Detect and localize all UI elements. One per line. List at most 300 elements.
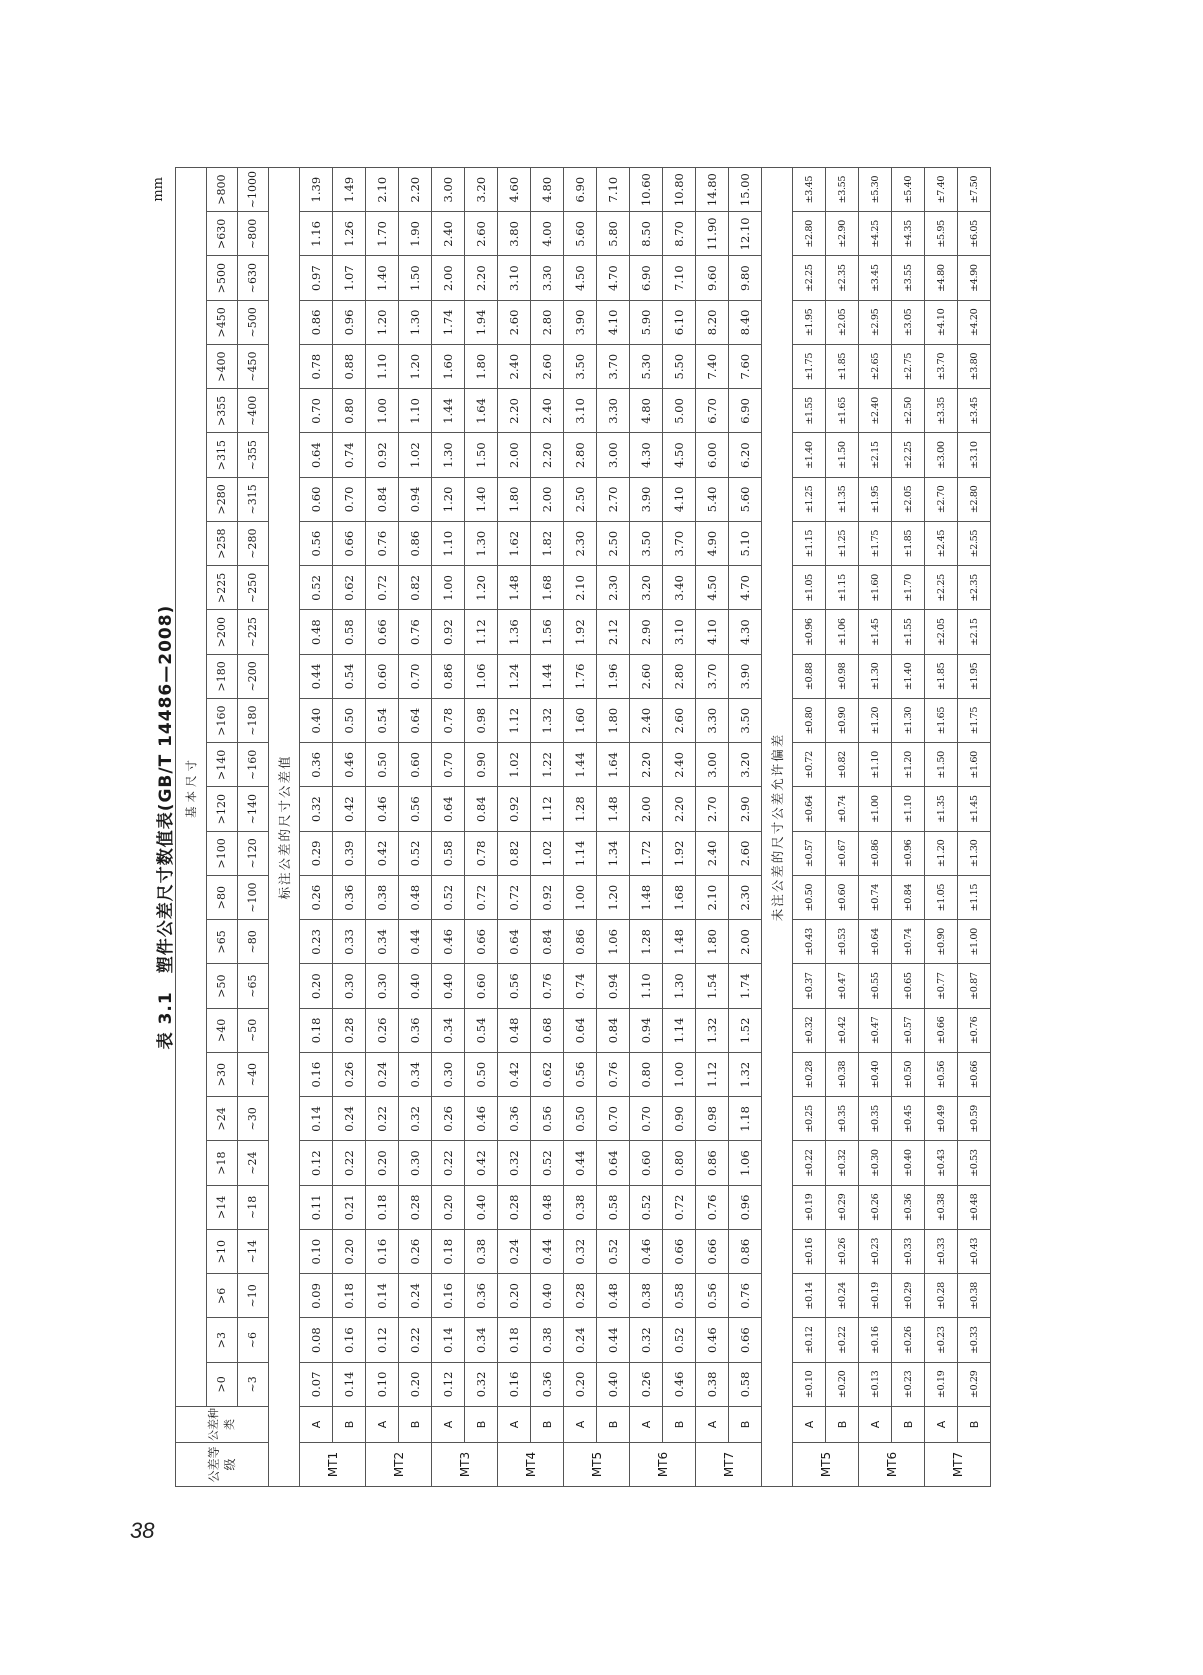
value-cell: 5.40 (696, 477, 729, 521)
value-cell: ±0.14 (793, 1274, 826, 1318)
value-cell: 0.16 (432, 1274, 465, 1318)
value-cell: ±0.28 (793, 1053, 826, 1097)
value-cell: ±3.70 (925, 345, 958, 389)
value-cell: 0.42 (498, 1053, 531, 1097)
value-cell: 0.72 (663, 1185, 696, 1229)
type-cell: A (432, 1407, 465, 1443)
value-cell: 0.40 (597, 1362, 630, 1406)
range-lower-bound: >24 (207, 1097, 238, 1141)
value-cell: 2.40 (432, 212, 465, 256)
value-cell: 0.40 (531, 1274, 564, 1318)
value-cell: 0.20 (366, 1141, 399, 1185)
value-cell: 0.86 (696, 1141, 729, 1185)
value-cell: 2.20 (465, 256, 498, 300)
value-cell: ±0.77 (925, 964, 958, 1008)
range-lower-bound: >40 (207, 1008, 238, 1052)
value-cell: 0.22 (333, 1141, 366, 1185)
value-cell: 4.10 (597, 300, 630, 344)
type-cell: A (793, 1407, 826, 1443)
value-cell: ±0.32 (793, 1008, 826, 1052)
value-cell: 1.70 (366, 212, 399, 256)
value-cell: ±0.47 (826, 964, 859, 1008)
value-cell: 8.70 (663, 212, 696, 256)
range-lower-bound: >65 (207, 920, 238, 964)
range-lower-bound: >280 (207, 477, 238, 521)
range-lower-bound: >10 (207, 1230, 238, 1274)
range-upper-bound: ~40 (238, 1053, 269, 1097)
value-cell: 4.90 (696, 522, 729, 566)
grade-cell: MT5 (564, 1443, 630, 1487)
value-cell: 1.07 (333, 256, 366, 300)
value-cell: 2.90 (630, 610, 663, 654)
value-cell: 1.60 (564, 699, 597, 743)
value-cell: 0.64 (432, 787, 465, 831)
value-cell: 4.60 (498, 168, 531, 212)
value-cell: 0.68 (531, 1008, 564, 1052)
value-cell: 0.96 (333, 300, 366, 344)
value-cell: 4.30 (729, 610, 762, 654)
value-cell: ±2.15 (859, 433, 892, 477)
value-cell: 1.44 (531, 654, 564, 698)
table-row (498, 168, 531, 1487)
value-cell: 8.50 (630, 212, 663, 256)
value-cell: 1.30 (465, 522, 498, 566)
value-cell: 0.22 (432, 1141, 465, 1185)
value-cell: 8.40 (729, 300, 762, 344)
value-cell: 2.00 (432, 256, 465, 300)
value-cell: ±4.10 (925, 300, 958, 344)
value-cell: ±0.55 (859, 964, 892, 1008)
value-cell: 6.90 (564, 168, 597, 212)
value-cell: 1.02 (498, 743, 531, 787)
value-cell: 2.50 (597, 522, 630, 566)
value-cell: ±0.43 (793, 920, 826, 964)
type-cell: B (399, 1407, 432, 1443)
value-cell: ±0.43 (958, 1230, 991, 1274)
value-cell: 0.34 (432, 1008, 465, 1052)
value-cell: 1.30 (399, 300, 432, 344)
range-lower-bound: >140 (207, 743, 238, 787)
value-cell: 0.54 (366, 699, 399, 743)
value-cell: 0.34 (366, 920, 399, 964)
value-cell: ±5.40 (892, 168, 925, 212)
value-cell: 1.00 (366, 389, 399, 433)
type-cell: B (663, 1407, 696, 1443)
value-cell: 0.52 (597, 1230, 630, 1274)
range-lower-bound: >6 (207, 1274, 238, 1318)
value-cell: 0.44 (300, 654, 333, 698)
range-upper-row (238, 168, 269, 1487)
value-cell: 0.52 (663, 1318, 696, 1362)
value-cell: 0.56 (399, 787, 432, 831)
value-cell: 0.60 (300, 477, 333, 521)
value-cell: 0.72 (465, 876, 498, 920)
value-cell: ±2.35 (958, 566, 991, 610)
value-cell: ±7.40 (925, 168, 958, 212)
value-cell: 0.46 (630, 1230, 663, 1274)
value-cell: ±3.05 (892, 300, 925, 344)
value-cell: 0.48 (498, 1008, 531, 1052)
range-lower-bound: >258 (207, 522, 238, 566)
value-cell: 0.30 (399, 1141, 432, 1185)
value-cell: 0.58 (333, 610, 366, 654)
value-cell: 1.48 (597, 787, 630, 831)
value-cell: 2.12 (597, 610, 630, 654)
value-cell: 1.12 (465, 610, 498, 654)
value-cell: 0.32 (465, 1362, 498, 1406)
value-cell: 0.62 (333, 566, 366, 610)
value-cell: 0.39 (333, 831, 366, 875)
grade-cell: MT7 (696, 1443, 762, 1487)
type-cell: B (826, 1407, 859, 1443)
value-cell: ±6.05 (958, 212, 991, 256)
value-cell: 0.36 (399, 1008, 432, 1052)
value-cell: 1.24 (498, 654, 531, 698)
value-cell: ±1.70 (892, 566, 925, 610)
value-cell: 0.66 (333, 522, 366, 566)
range-lower-bound: >225 (207, 566, 238, 610)
value-cell: ±1.85 (925, 654, 958, 698)
value-cell: 1.10 (366, 345, 399, 389)
value-cell: 2.40 (696, 831, 729, 875)
value-cell: ±0.25 (793, 1097, 826, 1141)
value-cell: 1.10 (399, 389, 432, 433)
value-cell: ±0.26 (892, 1318, 925, 1362)
value-cell: 0.86 (399, 522, 432, 566)
value-cell: 1.48 (498, 566, 531, 610)
value-cell: ±2.65 (859, 345, 892, 389)
table-row (925, 168, 958, 1487)
value-cell: 0.80 (630, 1053, 663, 1097)
value-cell: 0.78 (465, 831, 498, 875)
value-cell: 0.52 (630, 1185, 663, 1229)
value-cell: 0.18 (432, 1230, 465, 1274)
value-cell: 3.30 (531, 256, 564, 300)
value-cell: 0.86 (432, 654, 465, 698)
range-lower-bound: >800 (207, 168, 238, 212)
value-cell: ±2.55 (958, 522, 991, 566)
value-cell: ±2.05 (892, 477, 925, 521)
value-cell: 0.12 (432, 1362, 465, 1406)
value-cell: 0.72 (366, 566, 399, 610)
value-cell: 0.38 (564, 1185, 597, 1229)
range-upper-bound: ~3 (238, 1362, 269, 1406)
value-cell: 3.90 (729, 654, 762, 698)
value-cell: ±0.26 (826, 1230, 859, 1274)
value-cell: 0.78 (432, 699, 465, 743)
range-upper-bound: ~180 (238, 699, 269, 743)
value-cell: 0.18 (300, 1008, 333, 1052)
range-upper-bound: ~200 (238, 654, 269, 698)
value-cell: ±0.32 (826, 1141, 859, 1185)
value-cell: 4.00 (531, 212, 564, 256)
value-cell: 3.50 (630, 522, 663, 566)
table-row (892, 168, 925, 1487)
value-cell: 0.14 (366, 1274, 399, 1318)
table-row (696, 168, 729, 1487)
grade-cell: MT4 (498, 1443, 564, 1487)
value-cell: 0.32 (300, 787, 333, 831)
unmarked-section-header (762, 168, 793, 1487)
value-cell: ±0.82 (826, 743, 859, 787)
value-cell: ±1.95 (958, 654, 991, 698)
range-upper-bound: ~65 (238, 964, 269, 1008)
value-cell: 1.32 (696, 1008, 729, 1052)
value-cell: ±0.33 (892, 1230, 925, 1274)
table-row (366, 168, 399, 1487)
value-cell: 9.60 (696, 256, 729, 300)
value-cell: ±2.25 (925, 566, 958, 610)
value-cell: 2.60 (498, 300, 531, 344)
value-cell: ±3.10 (958, 433, 991, 477)
tolerance-table (175, 167, 991, 1487)
value-cell: 1.60 (432, 345, 465, 389)
value-cell: ±0.66 (958, 1053, 991, 1097)
value-cell: 2.60 (531, 345, 564, 389)
value-cell: 0.64 (300, 433, 333, 477)
value-cell: 0.58 (729, 1362, 762, 1406)
value-cell: ±0.33 (925, 1230, 958, 1274)
value-cell: ±0.28 (925, 1274, 958, 1318)
value-cell: ±4.90 (958, 256, 991, 300)
value-cell: ±0.40 (859, 1053, 892, 1097)
value-cell: 0.28 (333, 1008, 366, 1052)
value-cell: ±1.35 (925, 787, 958, 831)
table-row (597, 168, 630, 1487)
value-cell: ±0.35 (826, 1097, 859, 1141)
range-lower-bound: >80 (207, 876, 238, 920)
value-cell: 1.74 (432, 300, 465, 344)
value-cell: 0.50 (465, 1053, 498, 1097)
value-cell: 1.90 (399, 212, 432, 256)
range-lower-bound: >630 (207, 212, 238, 256)
value-cell: ±4.20 (958, 300, 991, 344)
value-cell: 1.48 (630, 876, 663, 920)
value-cell: 0.84 (597, 1008, 630, 1052)
value-cell: 2.50 (564, 477, 597, 521)
value-cell: 3.30 (696, 699, 729, 743)
value-cell: 4.10 (663, 477, 696, 521)
value-cell: ±1.45 (859, 610, 892, 654)
value-cell: ±0.76 (958, 1008, 991, 1052)
value-cell: 5.60 (564, 212, 597, 256)
value-cell: 4.50 (663, 433, 696, 477)
value-cell: 0.60 (366, 654, 399, 698)
value-cell: 0.86 (564, 920, 597, 964)
range-upper-bound: ~450 (238, 345, 269, 389)
value-cell: 6.10 (663, 300, 696, 344)
table-row (300, 168, 333, 1487)
value-cell: ±7.50 (958, 168, 991, 212)
value-cell: ±1.30 (958, 831, 991, 875)
value-cell: ±0.35 (859, 1097, 892, 1141)
range-upper-bound: ~6 (238, 1318, 269, 1362)
value-cell: ±0.12 (793, 1318, 826, 1362)
value-cell: 0.76 (597, 1053, 630, 1097)
value-cell: 6.20 (729, 433, 762, 477)
range-upper-bound: ~160 (238, 743, 269, 787)
value-cell: 1.62 (498, 522, 531, 566)
value-cell: ±0.49 (925, 1097, 958, 1141)
value-cell: 0.54 (465, 1008, 498, 1052)
table-row (399, 168, 432, 1487)
value-cell: ±0.57 (892, 1008, 925, 1052)
value-cell: ±0.38 (826, 1053, 859, 1097)
value-cell: 0.26 (333, 1053, 366, 1097)
value-cell: 1.50 (399, 256, 432, 300)
value-cell: 3.40 (663, 566, 696, 610)
value-cell: 0.94 (630, 1008, 663, 1052)
value-cell: 0.44 (399, 920, 432, 964)
value-cell: ±1.20 (892, 743, 925, 787)
value-cell: 0.23 (300, 920, 333, 964)
value-cell: 1.20 (399, 345, 432, 389)
value-cell: 0.09 (300, 1274, 333, 1318)
value-cell: ±0.19 (925, 1362, 958, 1406)
value-cell: 0.30 (432, 1053, 465, 1097)
value-cell: 0.64 (564, 1008, 597, 1052)
value-cell: ±2.45 (925, 522, 958, 566)
type-cell: A (630, 1407, 663, 1443)
type-cell: A (366, 1407, 399, 1443)
value-cell: 1.12 (531, 787, 564, 831)
table-title: 表 3.1 塑件公差尺寸数值表(GB/T 14486—2008) (156, 604, 176, 1050)
value-cell: 2.40 (498, 345, 531, 389)
value-cell: 2.30 (564, 522, 597, 566)
value-cell: ±2.35 (826, 256, 859, 300)
range-upper-bound: ~355 (238, 433, 269, 477)
value-cell: ±1.35 (826, 477, 859, 521)
value-cell: 0.54 (333, 654, 366, 698)
value-cell: 0.70 (333, 477, 366, 521)
value-cell: 0.76 (729, 1274, 762, 1318)
type-header: 公差种类 (176, 1407, 269, 1443)
range-upper-bound: ~80 (238, 920, 269, 964)
range-upper-bound: ~10 (238, 1274, 269, 1318)
value-cell: 0.44 (531, 1230, 564, 1274)
value-cell: 0.07 (300, 1362, 333, 1406)
range-upper-bound: ~100 (238, 876, 269, 920)
value-cell: ±0.23 (925, 1318, 958, 1362)
value-cell: 1.80 (465, 345, 498, 389)
grade-cell: MT6 (859, 1443, 925, 1487)
value-cell: ±0.74 (892, 920, 925, 964)
value-cell: ±0.90 (826, 699, 859, 743)
value-cell: 1.00 (564, 876, 597, 920)
range-lower-bound: >160 (207, 699, 238, 743)
value-cell: 3.00 (432, 168, 465, 212)
value-cell: 0.48 (300, 610, 333, 654)
unmarked-section-header-label: 未注公差的尺寸公差允许偏差 (762, 168, 793, 1487)
value-cell: 0.24 (399, 1274, 432, 1318)
value-cell: ±0.64 (793, 787, 826, 831)
value-cell: ±3.45 (859, 256, 892, 300)
value-cell: 0.18 (366, 1185, 399, 1229)
value-cell: 1.39 (300, 168, 333, 212)
value-cell: 2.40 (630, 699, 663, 743)
value-cell: ±1.40 (793, 433, 826, 477)
table-row (793, 168, 826, 1487)
value-cell: 0.36 (531, 1362, 564, 1406)
value-cell: 0.66 (663, 1230, 696, 1274)
value-cell: 0.66 (729, 1318, 762, 1362)
type-cell: B (958, 1407, 991, 1443)
value-cell: 0.28 (564, 1274, 597, 1318)
value-cell: 1.30 (432, 433, 465, 477)
value-cell: ±1.30 (859, 654, 892, 698)
value-cell: 0.58 (597, 1185, 630, 1229)
value-cell: 0.32 (564, 1230, 597, 1274)
value-cell: ±0.56 (925, 1053, 958, 1097)
value-cell: ±1.15 (793, 522, 826, 566)
value-cell: 0.94 (399, 477, 432, 521)
range-upper-bound: ~800 (238, 212, 269, 256)
value-cell: 0.70 (597, 1097, 630, 1141)
value-cell: 2.90 (729, 787, 762, 831)
value-cell: ±1.95 (859, 477, 892, 521)
value-cell: 1.64 (465, 389, 498, 433)
range-upper-bound: ~50 (238, 1008, 269, 1052)
value-cell: 5.30 (630, 345, 663, 389)
range-lower-bound: >30 (207, 1053, 238, 1097)
grade-cell: MT7 (925, 1443, 991, 1487)
value-cell: ±1.00 (859, 787, 892, 831)
value-cell: 3.10 (498, 256, 531, 300)
value-cell: 0.72 (498, 876, 531, 920)
value-cell: ±1.85 (826, 345, 859, 389)
value-cell: 0.66 (366, 610, 399, 654)
value-cell: 3.10 (564, 389, 597, 433)
value-cell: 0.20 (399, 1362, 432, 1406)
value-cell: 10.80 (663, 168, 696, 212)
value-cell: 0.48 (597, 1274, 630, 1318)
value-cell: 0.97 (300, 256, 333, 300)
value-cell: ±0.19 (859, 1274, 892, 1318)
type-cell: A (498, 1407, 531, 1443)
value-cell: ±0.98 (826, 654, 859, 698)
value-cell: 0.70 (432, 743, 465, 787)
type-cell: A (859, 1407, 892, 1443)
value-cell: 0.56 (531, 1097, 564, 1141)
value-cell: 0.64 (597, 1141, 630, 1185)
value-cell: ±0.40 (892, 1141, 925, 1185)
range-lower-bound: >18 (207, 1141, 238, 1185)
value-cell: 3.80 (498, 212, 531, 256)
type-cell: B (465, 1407, 498, 1443)
value-cell: ±3.45 (958, 389, 991, 433)
value-cell: ±0.86 (859, 831, 892, 875)
value-cell: 0.20 (498, 1274, 531, 1318)
value-cell: 15.00 (729, 168, 762, 212)
value-cell: 1.20 (597, 876, 630, 920)
value-cell: 0.62 (531, 1053, 564, 1097)
value-cell: 1.96 (597, 654, 630, 698)
value-cell: ±0.29 (826, 1185, 859, 1229)
value-cell: ±1.05 (793, 566, 826, 610)
value-cell: 2.60 (663, 699, 696, 743)
range-lower-bound: >120 (207, 787, 238, 831)
value-cell: ±3.00 (925, 433, 958, 477)
value-cell: ±0.90 (925, 920, 958, 964)
value-cell: ±0.23 (859, 1230, 892, 1274)
range-upper-bound: ~120 (238, 831, 269, 875)
value-cell: ±0.26 (859, 1185, 892, 1229)
value-cell: 0.74 (564, 964, 597, 1008)
value-cell: 1.68 (663, 876, 696, 920)
value-cell: 1.12 (498, 699, 531, 743)
value-cell: 1.30 (663, 964, 696, 1008)
value-cell: ±2.05 (925, 610, 958, 654)
